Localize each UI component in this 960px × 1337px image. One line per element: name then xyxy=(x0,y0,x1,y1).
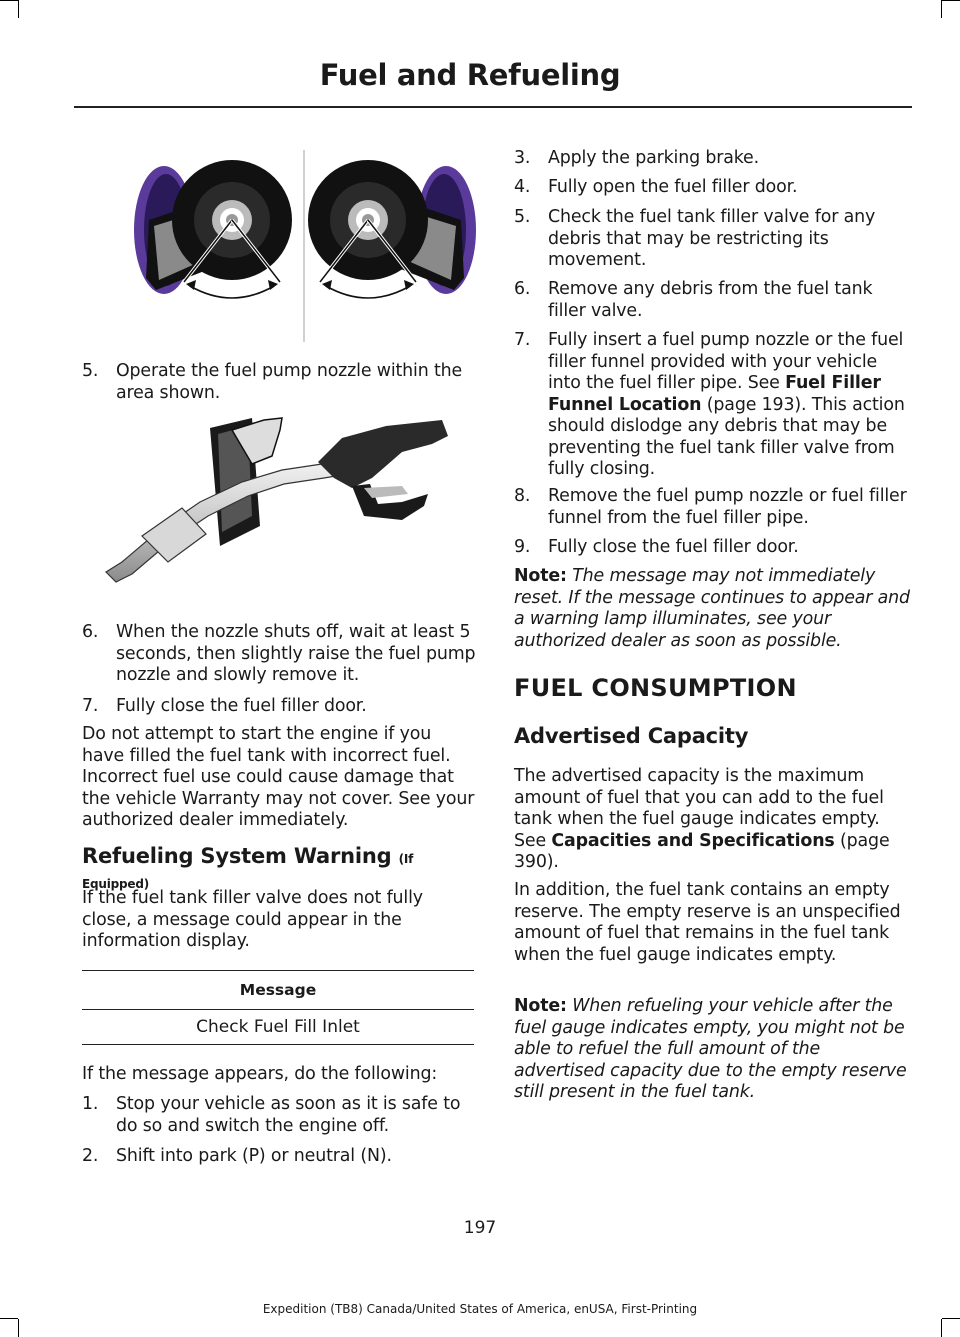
list-text: Fully open the fuel filler door. xyxy=(548,177,798,197)
list-text: Shift into park (P) or neutral (N). xyxy=(116,1146,392,1166)
paragraph: If the message appears, do the following: xyxy=(82,1064,438,1084)
list-number: 6. xyxy=(514,279,531,299)
page-number: 197 xyxy=(463,1218,497,1238)
list-item xyxy=(82,1146,476,1168)
list-number: 6. xyxy=(82,622,99,642)
note-label: Note: xyxy=(514,996,567,1016)
crop-mark xyxy=(942,1318,960,1319)
fuel-filler-door-illustration xyxy=(104,148,476,344)
crop-mark xyxy=(941,1319,942,1337)
list-text: Check the fuel tank filler valve for any debris that may be restricting its movement. xyxy=(548,207,876,270)
list-text: When the nozzle shuts off, wait at least 5 seconds, then slightly raise the fuel pump nozzle and slowly remove it. xyxy=(116,622,476,685)
header-divider xyxy=(74,106,912,108)
list-item xyxy=(514,177,910,199)
list-item xyxy=(82,696,476,718)
table-cell: Check Fuel Fill Inlet xyxy=(82,1010,474,1045)
paragraph: Do not attempt to start the engine if you have filled the fuel tank with incorrect fuel. Incorrect fuel use could cause damage that the vehicle Warranty may not cover. See your authorized dealer immediately. xyxy=(82,724,475,830)
list-item xyxy=(514,486,910,529)
fuel-pump-nozzle-illustration xyxy=(102,416,462,584)
paragraph-pre: The advertised capacity is the maximum amount of fuel that you can add to the fuel tank when the fuel gauge indicates empty. See xyxy=(514,766,884,851)
list-item xyxy=(514,279,910,322)
list-number: 7. xyxy=(82,696,99,716)
list-item xyxy=(82,1094,476,1137)
cross-reference-link[interactable]: Fuel Filler Funnel Location xyxy=(548,373,881,415)
list-number: 3. xyxy=(514,148,531,168)
list-item xyxy=(514,330,910,481)
list-item xyxy=(514,537,910,559)
list-number: 4. xyxy=(514,177,531,197)
list-item xyxy=(514,207,910,272)
list-text: Fully close the fuel filler door. xyxy=(116,696,367,716)
list-text-pre: Fully insert a fuel pump nozzle or the fuel filler funnel provided with your vehicle into the fuel filler pipe. See xyxy=(548,330,904,393)
list-number: 9. xyxy=(514,537,531,557)
note-text: When refueling your vehicle after the fuel gauge indicates empty, you might not be able to refuel the full amount of the advertised capacity due to the empty reserve still present in the fuel tank. xyxy=(514,996,907,1102)
list-number: 5. xyxy=(514,207,531,227)
list-text: Fully close the fuel filler door. xyxy=(548,537,799,557)
heading-text: Refueling System Warning xyxy=(82,844,392,868)
paragraph: If the fuel tank filler valve does not fully close, a message could appear in the information display. xyxy=(82,888,423,951)
page-footer: Expedition (TB8) Canada/United States of America, enUSA, First-Printing xyxy=(262,1302,698,1316)
note xyxy=(514,566,910,652)
list-number: 5. xyxy=(82,361,99,381)
cross-reference-link[interactable]: Capacities and Specifications xyxy=(551,830,835,851)
crop-mark xyxy=(942,0,960,1)
crop-mark xyxy=(18,1319,19,1337)
list-number: 1. xyxy=(82,1094,99,1114)
crop-mark xyxy=(18,0,19,18)
list-text xyxy=(548,330,910,481)
paragraph xyxy=(514,766,910,874)
list-item xyxy=(82,622,476,687)
note-label: Note: xyxy=(514,566,567,586)
section-heading: Advertised Capacity xyxy=(514,724,749,748)
crop-mark xyxy=(0,1318,18,1319)
paragraph: In addition, the fuel tank contains an empty reserve. The empty reserve is an unspecified amount of fuel that remains in the fuel tank when the fuel gauge indicates empty. xyxy=(514,880,901,965)
table-header: Message xyxy=(82,971,474,1010)
list-text: Stop your vehicle as soon as it is safe to do so and switch the engine off. xyxy=(116,1094,461,1136)
paragraph-post: (page 390). xyxy=(514,830,890,872)
list-number: 2. xyxy=(82,1146,99,1166)
chapter-heading: FUEL CONSUMPTION xyxy=(514,674,797,702)
heading-suffix: (If Equipped) xyxy=(82,852,414,891)
list-number: 7. xyxy=(514,330,531,350)
list-number: 8. xyxy=(514,486,531,506)
list-text: Remove any debris from the fuel tank filler valve. xyxy=(548,279,873,321)
note-text: The message may not immediately reset. If the message continues to appear and a warning lamp illuminates, see your authorized dealer as soon as possible. xyxy=(514,566,910,651)
list-text-post: (page 193). This action should dislodge any debris that may be preventing the fuel tank filler valve from fully closing. xyxy=(548,394,905,479)
page-title: Fuel and Refueling xyxy=(319,58,621,92)
list-item xyxy=(82,361,476,404)
note xyxy=(514,996,910,1104)
crop-mark xyxy=(941,0,942,18)
list-text: Apply the parking brake. xyxy=(548,148,759,168)
message-table xyxy=(82,970,474,1045)
crop-mark xyxy=(0,0,18,1)
list-text: Operate the fuel pump nozzle within the area shown. xyxy=(116,361,463,403)
list-item xyxy=(514,148,910,170)
list-text: Remove the fuel pump nozzle or fuel filler funnel from the fuel filler pipe. xyxy=(548,486,907,528)
